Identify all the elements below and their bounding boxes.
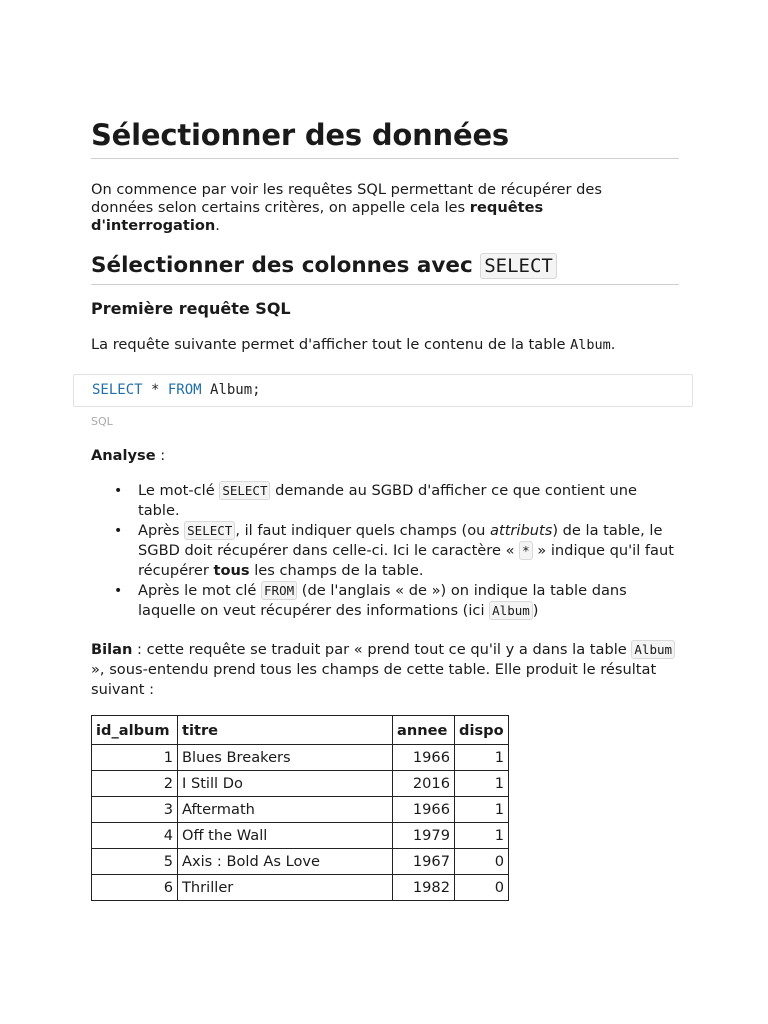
table-cell: 1 [455, 745, 509, 771]
table-row [92, 771, 509, 797]
table-cell: 1 [455, 797, 509, 823]
bilan-label: Bilan [91, 641, 133, 658]
bullet-icon: • [114, 483, 123, 499]
inline-code: FROM [261, 581, 297, 600]
bullet-text: ) [532, 602, 539, 619]
table-cell: 0 [455, 875, 509, 901]
bullet-text: » indique qu'il faut récupérer [138, 542, 674, 579]
table-cell: Blues Breakers [178, 745, 393, 771]
table-row [92, 745, 509, 771]
list-item [91, 581, 679, 621]
intro-end: . [215, 217, 220, 234]
bullet-text: Après le mot clé [138, 582, 262, 599]
table-cell: Off the Wall [178, 823, 393, 849]
intro-paragraph [91, 181, 661, 235]
column-header: annee [393, 716, 455, 745]
query-description-text: La requête suivante permet d'afficher tout le contenu de la table [91, 336, 571, 353]
table-cell: 1967 [393, 849, 455, 875]
table-cell: Aftermath [178, 797, 393, 823]
page-title: Sélectionner des données [91, 118, 679, 159]
column-header: id_album [92, 716, 178, 745]
bullet-text: , il faut indiquer quels champs (ou [235, 522, 491, 539]
intro-bold-term: requêtes d'interrogation [91, 199, 544, 234]
table-cell: Axis : Bold As Love [178, 849, 393, 875]
bullet-icon: • [114, 523, 123, 539]
subheading: Première requête SQL [91, 299, 291, 318]
column-header: dispo [455, 716, 509, 745]
table-cell: 3 [92, 797, 178, 823]
table-cell: 1 [455, 823, 509, 849]
table-cell: 1979 [393, 823, 455, 849]
analyse-list [91, 481, 679, 621]
bullet-text: ) de la table, le SGBD doit récupérer dans celle-ci. Ici le caractère « [138, 522, 663, 559]
bullet-icon: • [114, 583, 123, 599]
sql-rest: Album; [201, 382, 261, 398]
inline-code: SELECT [184, 521, 235, 540]
table-cell: 4 [92, 823, 178, 849]
table-cell: 1 [92, 745, 178, 771]
table-cell: 2 [92, 771, 178, 797]
column-header: titre [178, 716, 393, 745]
list-item [91, 521, 679, 581]
table-cell: 1 [455, 771, 509, 797]
sql-star: * [142, 382, 168, 398]
table-cell: 6 [92, 875, 178, 901]
query-description [91, 336, 679, 354]
inline-code: * [519, 541, 533, 560]
table-cell: 1966 [393, 797, 455, 823]
table-cell: I Still Do [178, 771, 393, 797]
bilan-text: », sous-entendu prend tous les champs de cette table. Elle produit le résultat suivant : [91, 661, 657, 698]
bullet-emphasis: attributs [490, 522, 553, 539]
bullet-bold: tous [213, 562, 250, 579]
list-item [91, 481, 679, 521]
table-cell: 0 [455, 849, 509, 875]
table-name-code: Album [570, 337, 611, 353]
bilan-paragraph [91, 640, 679, 700]
bullet-text: demande au SGBD d'afficher ce que contient une table. [138, 482, 637, 519]
table-cell: 2016 [393, 771, 455, 797]
table-row [92, 875, 509, 901]
table-header-row [92, 716, 509, 745]
table-cell: 5 [92, 849, 178, 875]
intro-text: On commence par voir les requêtes SQL permettant de récupérer des données selon certains critères, on appelle cela les [91, 181, 602, 216]
bullet-text: (de l'anglais « de ») on indique la table dans laquelle on veut récupérer des informations (ici [138, 582, 627, 619]
sql-keyword-select: SELECT [92, 382, 143, 398]
table-cell: Thriller [178, 875, 393, 901]
bilan-text: : cette requête se traduit par « prend tout ce qu'il y a dans la table [132, 641, 632, 658]
analyse-label: Analyse [91, 447, 156, 464]
analyse-suffix: : [155, 447, 166, 464]
table-row [92, 823, 509, 849]
code-language-label: SQL [91, 415, 113, 428]
result-table [91, 715, 509, 901]
sql-code-block[interactable] [73, 374, 693, 407]
sql-keyword-from: FROM [167, 382, 202, 398]
bullet-text: les champs de la table. [249, 562, 424, 579]
table-cell: 1966 [393, 745, 455, 771]
analyse-heading [91, 447, 165, 464]
table-row [92, 849, 509, 875]
section-heading [91, 250, 679, 285]
inline-code: Album [489, 601, 533, 620]
bullet-text: Après [138, 522, 185, 539]
table-cell: 1982 [393, 875, 455, 901]
inline-code: Album [631, 640, 675, 659]
table-row [92, 797, 509, 823]
bullet-text: Le mot-clé [138, 482, 220, 499]
inline-code: SELECT [219, 481, 270, 500]
section-heading-text: Sélectionner des colonnes avec [91, 253, 481, 278]
section-heading-code: SELECT [480, 253, 557, 279]
query-description-end: . [610, 336, 616, 353]
